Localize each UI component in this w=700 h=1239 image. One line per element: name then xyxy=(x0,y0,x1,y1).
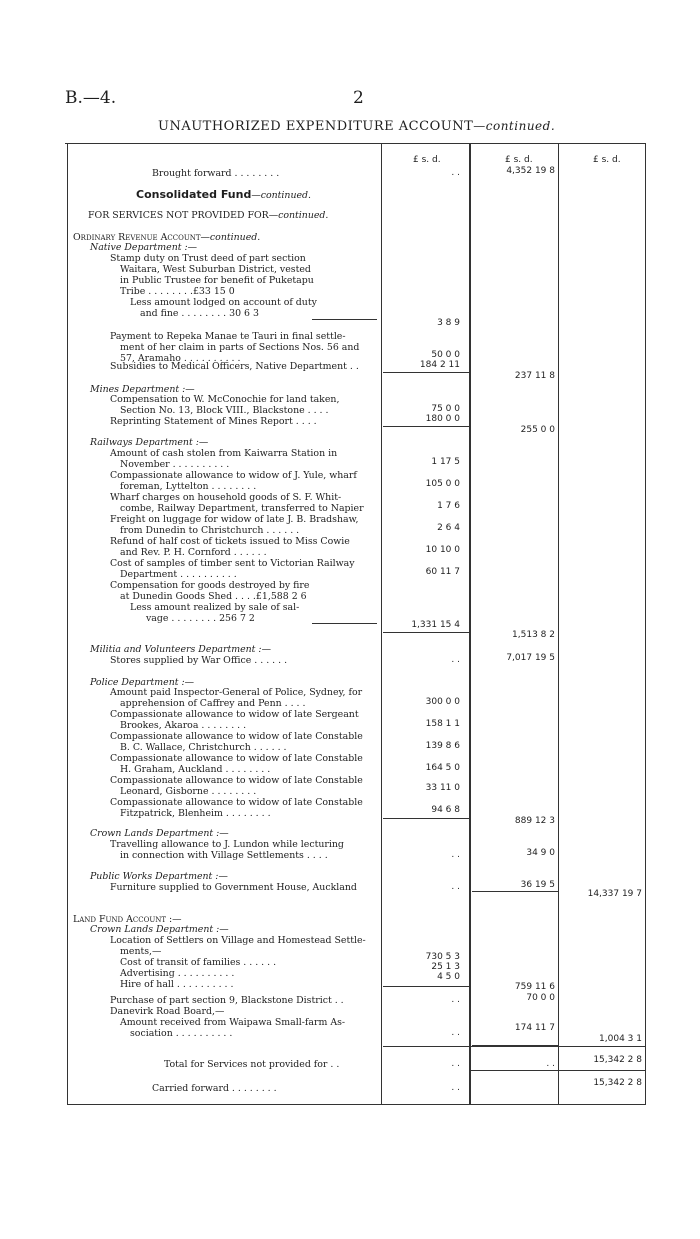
col2-rule-right xyxy=(470,143,471,1105)
col3-rule-right xyxy=(645,143,646,1105)
police-amt-1: 158 1 1 xyxy=(425,719,460,729)
railways-line-4: Wharf charges on household goods of S. F. Whit- xyxy=(110,492,342,503)
land-rule xyxy=(383,986,469,987)
mines-total: 255 0 0 xyxy=(520,425,555,435)
police-rule xyxy=(383,818,469,819)
native-total: 237 11 8 xyxy=(514,371,555,381)
native-repeka-1: ment of her claim in parts of Sections Nos. 56 and xyxy=(120,342,360,353)
police-amt-3: 164 5 0 xyxy=(425,763,460,773)
land-amt-2: 4 5 0 xyxy=(437,972,460,982)
works-rule xyxy=(472,891,558,892)
land-assoc-c1: . . xyxy=(451,1028,460,1038)
native-line-1: Waitara, West Suburban District, vested xyxy=(120,264,311,275)
native-rule xyxy=(383,372,469,373)
police-line-1: apprehension of Caffrey and Penn . . . . xyxy=(120,698,306,709)
railways-line-15: vage . . . . . . . . 256 7 2 xyxy=(146,613,255,624)
title-main: UNAUTHORIZED EXPENDITURE ACCOUNT xyxy=(158,119,474,134)
table-bottom-rule xyxy=(67,1104,645,1105)
crown-line-0: Travelling allowance to J. Lundon while lecturing xyxy=(110,839,344,850)
railways-line-10: Cost of samples of timber sent to Victorian Railway xyxy=(110,558,355,569)
railways-total: 1,513 8 2 xyxy=(512,630,555,640)
mines-line-2: Reprinting Statement of Mines Report . . . . xyxy=(110,416,317,427)
railways-amt-5: 60 11 7 xyxy=(425,567,460,577)
native-line-2: in Public Trustee for benefit of Puketapu xyxy=(120,275,314,286)
police-line-6: Compassionate allowance to widow of late Constable xyxy=(110,753,363,764)
col2-header: £ s. d. xyxy=(505,155,533,165)
police-line-2: Compassionate allowance to widow of late Sergeant xyxy=(110,709,359,720)
police-amt-4: 33 11 0 xyxy=(425,783,460,793)
brought-forward-c2: 4,352 19 8 xyxy=(506,166,555,176)
crown-c1: . . xyxy=(451,850,460,860)
land-total: 1,004 3 1 xyxy=(599,1034,642,1044)
railways-line-6: Freight on luggage for widow of late J. B. Bradshaw, xyxy=(110,514,359,525)
services-rule-bottom xyxy=(470,1070,645,1071)
land-line-8: sociation . . . . . . . . . . xyxy=(130,1028,233,1039)
militia-total: 7,017 19 5 xyxy=(506,653,555,663)
fund-suffix: —continued. xyxy=(251,190,312,201)
native-line-0: Stamp duty on Trust deed of part section xyxy=(110,253,306,264)
crown-total: 34 9 0 xyxy=(526,848,555,858)
railways-dept: Railways Department :— xyxy=(90,437,209,448)
railways-line-7: from Dunedin to Christchurch . . . . . . xyxy=(120,525,300,536)
col3-rule-left xyxy=(558,143,559,1105)
railways-line-11: Department . . . . . . . . . . xyxy=(120,569,237,580)
works-total: 36 19 5 xyxy=(520,880,555,890)
police-line-4: Compassionate allowance to widow of late Constable xyxy=(110,731,363,742)
land-line-5: Purchase of part section 9, Blackstone District . . xyxy=(110,995,344,1006)
police-line-9: Leonard, Gisborne . . . . . . . . xyxy=(120,786,257,797)
railways-line-14: Less amount realized by sale of sal- xyxy=(130,602,300,613)
native-line-4: Less amount lodged on account of duty xyxy=(130,297,317,308)
carried-forward-c1: . . xyxy=(451,1083,460,1093)
fund-heading xyxy=(136,189,311,201)
table-left-rule xyxy=(67,143,68,1105)
land-line-0: Location of Settlers on Village and Homestead Settle- xyxy=(110,935,366,946)
railways-amt-1: 105 0 0 xyxy=(425,479,460,489)
police-line-0: Amount paid Inspector-General of Police, Sydney, for xyxy=(110,687,363,698)
brought-forward-c1: . . xyxy=(451,168,460,178)
land-line-6: Danevirk Road Board,— xyxy=(110,1006,225,1017)
militia-dept: Militia and Volunteers Department :— xyxy=(90,644,271,655)
railways-line-3: foreman, Lyttelton . . . . . . . . xyxy=(120,481,257,492)
works-dept: Public Works Department :— xyxy=(90,871,228,882)
ordinary-title: Ordinary Revenue Account xyxy=(73,232,201,243)
native-line-5: and fine . . . . . . . . 30 6 3 xyxy=(140,308,259,319)
railways-amt-6: 1,331 15 4 xyxy=(411,620,460,630)
police-line-3: Brookes, Akaroa . . . . . . . . xyxy=(120,720,247,731)
police-line-5: B. C. Wallace, Christchurch . . . . . . xyxy=(120,742,287,753)
native-subsidies: Subsidies to Medical Officers, Native Department . . xyxy=(110,361,359,372)
land-amt-1: 25 1 3 xyxy=(431,962,460,972)
militia-line: Stores supplied by War Office . . . . . . xyxy=(110,655,288,666)
col1-header: £ s. d. xyxy=(413,155,441,165)
land-line-7: Amount received from Waipawa Small-farm As- xyxy=(120,1017,346,1028)
services-total-c1: . . xyxy=(451,1059,460,1069)
col1-rule-left xyxy=(381,143,382,1105)
land-purchase-amt: 70 0 0 xyxy=(526,993,555,1003)
fund-title: Consolidated Fund xyxy=(136,188,252,201)
railways-line-12: Compensation for goods destroyed by fire xyxy=(110,580,310,591)
mines-amt-1: 180 0 0 xyxy=(425,414,460,424)
mines-amt-0: 75 0 0 xyxy=(431,404,460,414)
page-title xyxy=(158,119,555,134)
land-line-2: Cost of transit of families . . . . . . xyxy=(120,957,277,968)
native-repeka-0: Payment to Repeka Manae te Tauri in final settle- xyxy=(110,331,346,342)
railways-line-0: Amount of cash stolen from Kaiwarra Station in xyxy=(110,448,338,459)
services-suffix: —continued. xyxy=(268,210,329,221)
section-code: B.—4. xyxy=(65,88,117,108)
railways-line-2: Compassionate allowance to widow of J. Yule, wharf xyxy=(110,470,357,481)
works-line: Furniture supplied to Government House, Auckland xyxy=(110,882,357,893)
land-location-total: 759 11 6 xyxy=(514,982,555,992)
militia-c1: . . xyxy=(451,655,460,665)
police-line-10: Compassionate allowance to widow of late Constable xyxy=(110,797,363,808)
services-total-c3: 15,342 2 8 xyxy=(593,1055,642,1065)
mines-line-1: Section No. 13, Block VIII., Blackstone . . . . xyxy=(120,405,329,416)
police-dept: Police Department :— xyxy=(90,677,195,688)
services-total-label: Total for Services not provided for . . xyxy=(164,1059,340,1070)
railways-amt-4: 10 10 0 xyxy=(425,545,460,555)
railways-amt-0: 1 17 5 xyxy=(431,457,460,467)
native-stamp-net: 3 8 9 xyxy=(437,318,460,328)
railways-line-5: combe, Railway Department, transferred to Napier xyxy=(120,503,364,514)
police-amt-2: 139 8 6 xyxy=(425,741,460,751)
carried-forward-label: Carried forward . . . . . . . . xyxy=(152,1083,277,1094)
title-suffix: —continued. xyxy=(473,119,556,133)
page-number: 2 xyxy=(353,88,364,108)
land-dept: Crown Lands Department :— xyxy=(90,924,229,935)
native-repeka-2: 57, Aramaho . . . . . . . . . . xyxy=(120,353,241,364)
land-line-1: ments,— xyxy=(120,946,162,957)
railways-amt-3: 2 6 4 xyxy=(437,523,460,533)
mines-dept: Mines Department :— xyxy=(90,384,195,395)
land-line-3: Advertising . . . . . . . . . . xyxy=(120,968,235,979)
police-amt-5: 94 6 8 xyxy=(431,805,460,815)
services-total-c2: . . xyxy=(546,1059,555,1069)
railways-line-8: Refund of half cost of tickets issued to Miss Cowie xyxy=(110,536,350,547)
ordinary-suffix: —continued. xyxy=(200,232,261,243)
police-total: 889 12 3 xyxy=(514,816,555,826)
ordinary-total: 14,337 19 7 xyxy=(587,889,642,899)
land-amt-0: 730 5 3 xyxy=(425,952,460,962)
native-dept: Native Department :— xyxy=(90,242,198,253)
railways-line-13: at Dunedin Goods Shed . . . .£1,588 2 6 xyxy=(120,591,307,602)
police-line-7: H. Graham, Auckland . . . . . . . . xyxy=(120,764,271,775)
police-line-11: Fitzpatrick, Blenheim . . . . . . . . xyxy=(120,808,271,819)
police-line-8: Compassionate allowance to widow of late Constable xyxy=(110,775,363,786)
mines-line-0: Compensation to W. McConochie for land taken, xyxy=(110,394,340,405)
services-heading xyxy=(88,210,328,221)
carried-forward-c3: 15,342 2 8 xyxy=(593,1078,642,1088)
native-repeka-amt: 50 0 0 xyxy=(431,350,460,360)
services-title: FOR SERVICES NOT PROVIDED FOR xyxy=(88,210,269,221)
land-line-4: Hire of hall . . . . . . . . . . xyxy=(120,979,234,990)
col3-header: £ s. d. xyxy=(593,155,621,165)
land-title: Land Fund Account :— xyxy=(73,914,182,925)
police-amt-0: 300 0 0 xyxy=(425,697,460,707)
native-stamp-rule xyxy=(312,319,377,320)
land-assoc-amt: 174 11 7 xyxy=(514,1023,555,1033)
railways-fire-rule xyxy=(312,623,377,624)
brought-forward-label: Brought forward . . . . . . . . xyxy=(152,168,280,179)
services-rule-top xyxy=(383,1046,645,1047)
native-line-3: Tribe . . . . . . . .£33 15 0 xyxy=(120,286,235,297)
railways-amt-2: 1 7 6 xyxy=(437,501,460,511)
crown-dept: Crown Lands Department :— xyxy=(90,828,229,839)
land-purchase-c1: . . xyxy=(451,995,460,1005)
works-c1: . . xyxy=(451,882,460,892)
crown-line-1: in connection with Village Settlements . . . . xyxy=(120,850,328,861)
railways-rule xyxy=(383,632,469,633)
railways-line-9: and Rev. P. H. Cornford . . . . . . xyxy=(120,547,267,558)
railways-line-1: November . . . . . . . . . . xyxy=(120,459,230,470)
mines-rule xyxy=(383,426,469,427)
native-subsidies-amt: 184 2 11 xyxy=(419,360,460,370)
